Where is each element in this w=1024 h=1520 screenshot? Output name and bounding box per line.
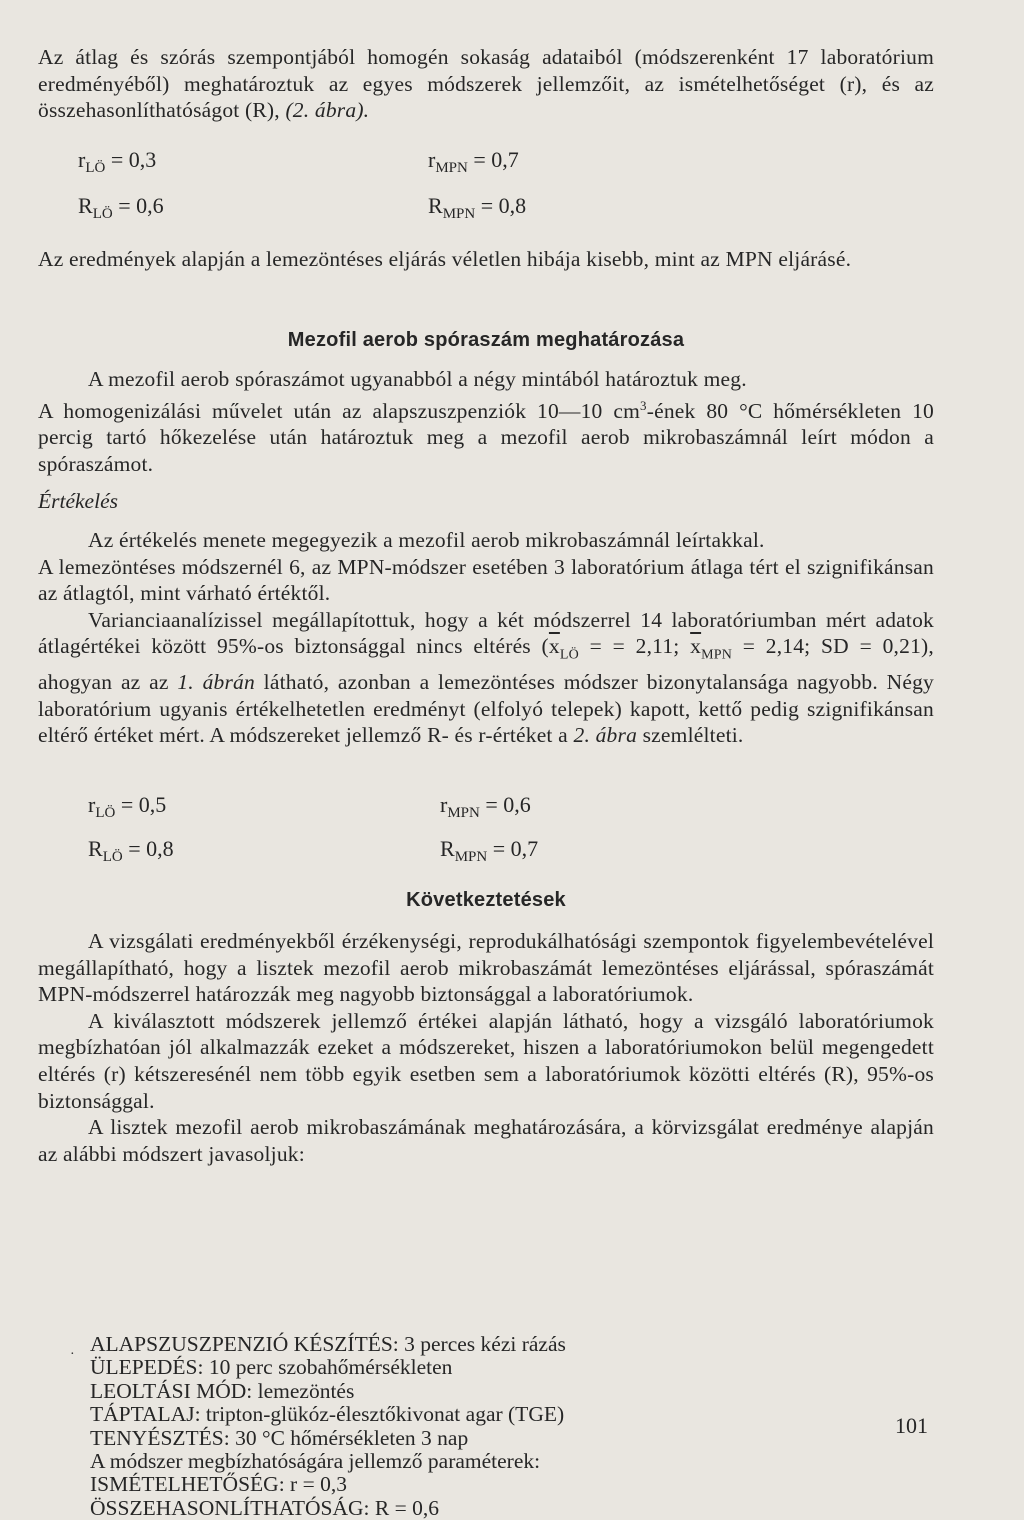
list-item: LEOLTÁSI MÓD: lemezöntés <box>90 1378 355 1403</box>
section-heading-conclusions: Következtetések <box>406 889 566 911</box>
list-item: ISMÉTELHETŐSÉG: r = 0,3 <box>90 1472 347 1497</box>
eq-r-lo-2: $r_{LÖ} = 0,5$ <box>88 792 167 821</box>
subheading-evaluation: Értékelés <box>38 489 118 513</box>
list-bullet: · <box>70 1347 75 1362</box>
figure-ref-1: 1. ábrán <box>177 670 255 695</box>
list-item: ALAPSZUSZPENZIÓ KÉSZÍTÉS: 3 perces kézi rázás <box>90 1332 566 1356</box>
eq-r-lo-1: $r_{LÖ} = 0,3$ <box>78 147 157 176</box>
list-item: A módszer megbízhatóságára jellemző paraméterek: <box>90 1449 541 1474</box>
list-item: ÖSSZEHASONLÍTHATÓSÁG: R = 0,6 <box>90 1495 439 1520</box>
figure-ref-2b: 2. ábra <box>573 723 638 748</box>
paragraph-spore-line1: A mezofil aerob spóraszámot ugyanabból a négy mintából határoztuk meg. <box>88 367 747 391</box>
list-item: ÜLEPEDÉS: 10 perc szobahőmérsékleten <box>90 1355 453 1380</box>
figure-ref-2: (2. ábra). <box>285 98 370 123</box>
paragraph-results: Az eredmények alapján a lemezöntéses eljárás véletlen hibája kisebb, mint az MPN eljárásé. <box>38 247 852 271</box>
paragraph-intro <box>38 44 934 124</box>
paragraph-spore <box>38 366 934 478</box>
paragraph-intro-text: Az átlag és szórás szempontjából homogén sokaság adataiból (módszerenként 17 laboratórium eredményéből) meghatároztuk az egyes módszerek jellemzőit, az ismételhetőséget (r), és az összehasonlíthatóságot (R), <box>38 45 934 123</box>
eq-r-mpn-1: $r_{MPN} = 0,7$ <box>428 147 519 176</box>
eq-R-mpn-2: $R_{MPN} = 0,7$ <box>440 836 539 865</box>
eq-R-lo-1: $R_{LÖ} = 0,6$ <box>78 193 164 222</box>
paragraph-variance: Varianciaanalízissel megállapítottuk, hogy a két módszerrel 14 laboratóriumban mért adatok átlagértékei között 95%-os biztonsággal nincs eltérés ($\overline{x}_{LÖ}$ = = 2,11; $\overline{x}_{MPN} = 2,14$; SD = 0,21), ahogyan az az 1. ábrán látható, azonban a lemezöntéses módszer bizonytalansága nagyobb. Négy laboratórium ugyanis értékelhetetlen eredményt (elfolyó telepek) kapott, kettő pedig szignifikánsan eltérő értéket mért. A módszereket jellemző R- és r-értéket a 2. ábra szemlélteti. <box>38 607 935 748</box>
method-list <box>90 1333 566 1520</box>
paragraph-spore-method: A homogenizálási művelet után az alapszuszpenziók 10—10 $cm^3$-ének 80 °C hőmérsékleten 10 percig tartó hőkezelése után határoztuk meg a mezofil aerob mikrobaszámnál leírt módon a spóraszámot. <box>38 397 934 476</box>
eq-R-lo-2: $R_{LÖ} = 0,8$ <box>88 836 174 865</box>
list-item: TÁPTALAJ: tripton-glükóz-élesztőkivonat agar (TGE) <box>90 1402 565 1427</box>
eq-R-mpn-1: $R_{MPN} = 0,8$ <box>428 193 527 222</box>
list-item: TENYÉSZTÉS: 30 °C hőmérsékleten 3 nap <box>90 1425 469 1450</box>
page-number: 101 <box>895 1413 928 1438</box>
paragraph-conclusions: A vizsgálati eredményekből érzékenységi, reprodukálhatósági szempontok figyelembevételével megállapítható, hogy a lisztek mezofil aerob mikrobaszámát lemezöntéses eljárással, spóraszámát MPN-módszerrel határozzák meg nagyobb biztonsággal a laboratóriumok. A kiválasztott módszerek jellemző értékei alapján látható, hogy a vizsgáló laboratóriumok megbízhatóan jól alkalmazzák ezeket a módszereket, hiszen a laboratóriumokon belül megengedett eltérés (r) kétszeresénél nem több egyik esetben sem a laboratóriumok közötti eltérés (R), 95%-os biztonsággal. A lisztek mezofil aerob mikrobaszámának meghatározására, a körvizsgálat eredménye alapján az alábbi módszert javasoljuk: <box>38 929 934 1166</box>
paragraph-evaluation: Az értékelés menete megegyezik a mezofil aerob mikrobaszámnál leírtakkal. A lemezöntéses módszernél 6, az MPN-módszer esetében 3 laboratórium átlaga tért el szignifikánsan az átlagtól, mint várható értéktől. Varianciaanalízissel megállapítottuk, hogy a két módszerrel 14 laboratóriumban mért adatok átlagértékei között 95%-os biztonsággal nincs eltérés ($\overline{x}_{LÖ}$ = = 2,11; $\overline{x}_{MPN} = 2,14$; SD = 0,21), ahogyan az az 1. ábrán látható, azonban a lemezöntéses módszer bizonytalansága nagyobb. Négy laboratórium ugyanis értékelhetetlen eredményt (elfolyó telepek) kapott, kettő pedig szignifikánsan eltérő értéket mért. A módszereket jellemző R- és r-értéket a 2. ábra szemlélteti. <box>38 528 935 748</box>
section-heading-spore: Mezofil aerob spóraszám meghatározása <box>287 329 685 351</box>
eq-r-mpn-2: $r_{MPN} = 0,6$ <box>440 792 531 821</box>
